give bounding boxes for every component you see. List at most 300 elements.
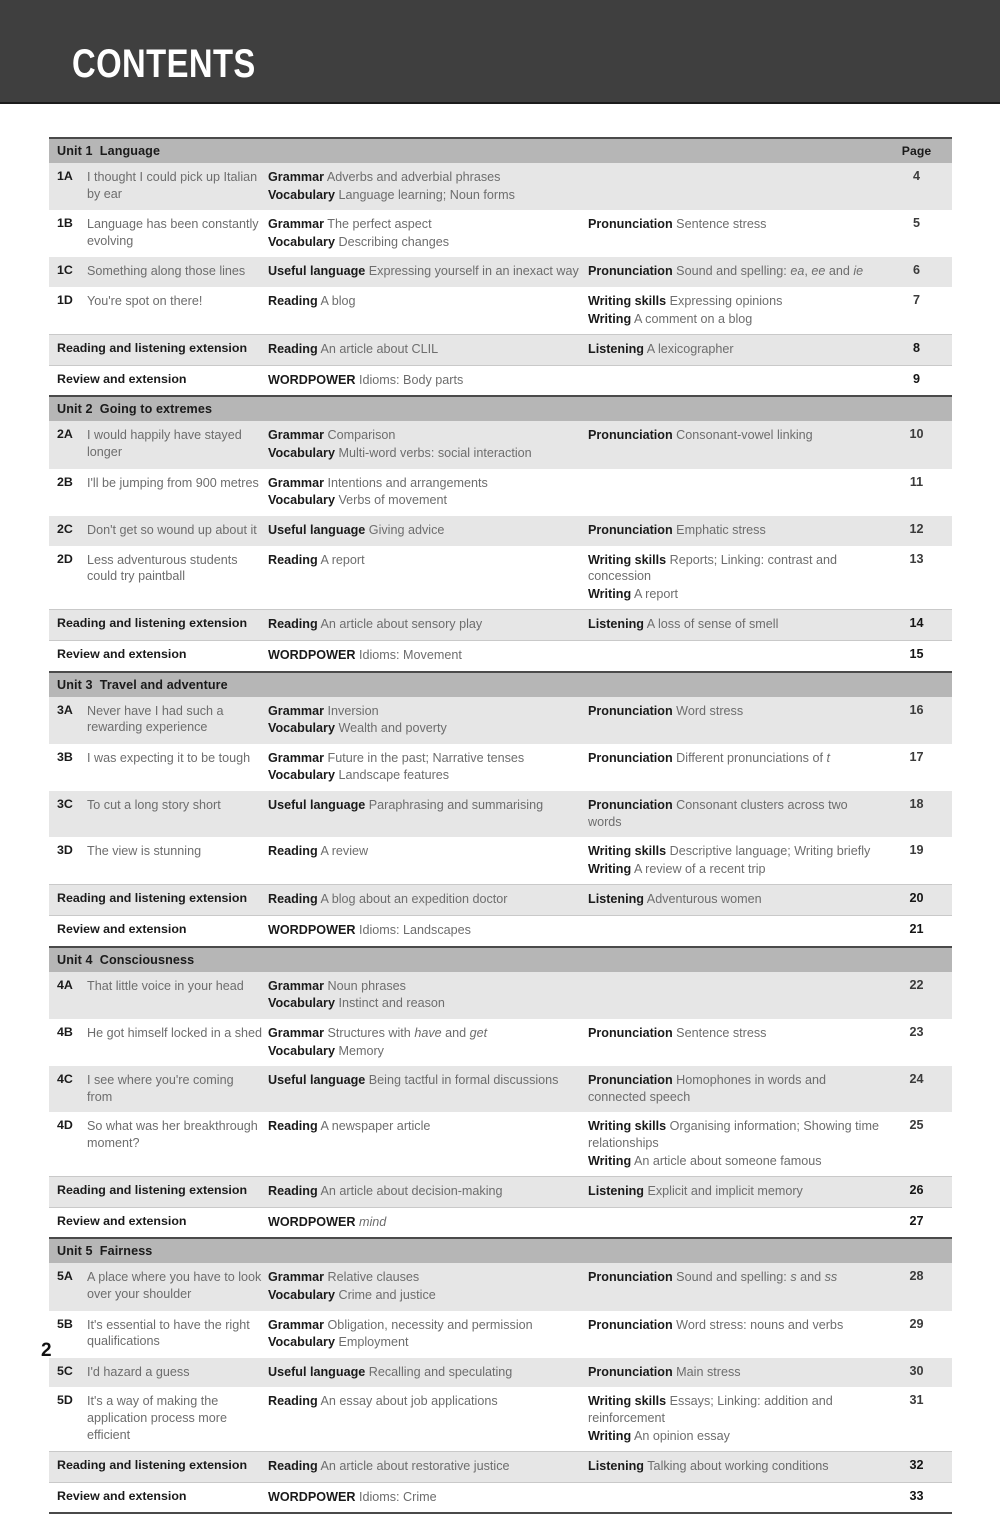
reading-listening-extension-label: Reading and listening extension [57, 891, 248, 906]
skills-entry [588, 1153, 881, 1170]
lesson-row[interactable] [49, 1263, 952, 1310]
syllabus-entry-value: Employment [338, 1335, 409, 1350]
lesson-identity-cell [49, 744, 268, 791]
skills-entry [588, 1072, 881, 1105]
skills-entry-value: Emphatic stress [676, 522, 766, 537]
skills-entry-value: Adventurous women [646, 892, 762, 907]
syllabus-entry-label: Vocabulary [268, 1043, 335, 1058]
reading-listening-extension-row[interactable] [49, 1177, 952, 1208]
skills-entry [588, 1393, 881, 1426]
syllabus-entry-label: Reading [268, 1394, 318, 1409]
lesson-title: I was expecting it to be tough [87, 750, 251, 765]
syllabus-entry-label: Reading [268, 294, 318, 309]
lesson-code: 4B [57, 1024, 73, 1039]
lesson-syllabus-cell [268, 163, 588, 210]
lesson-title: The view is stunning [87, 844, 202, 859]
syllabus-entry-label: Reading [268, 1184, 318, 1199]
lesson-code: 1A [57, 169, 73, 183]
syllabus-entry-label: Grammar [268, 1317, 325, 1332]
syllabus-entry-label: Reading [268, 552, 318, 567]
syllabus-entry [268, 922, 588, 939]
lesson-title: I see where you're coming from [87, 1073, 234, 1104]
syllabus-entry-value: The perfect aspect [327, 217, 432, 232]
syllabus-entry-label: Vocabulary [268, 768, 335, 783]
page-column-header [881, 1238, 952, 1263]
lesson-skills-cell [588, 257, 881, 287]
skills-entry [588, 311, 881, 328]
unit-number: Unit 1 [57, 144, 93, 158]
extension-label-cell [49, 335, 268, 366]
syllabus-entry-value: An article about sensory play [320, 617, 483, 632]
syllabus-entry [268, 1043, 588, 1060]
review-label-cell [49, 916, 268, 947]
syllabus-entry-label: Reading [268, 1119, 318, 1134]
lesson-skills-cell [588, 1112, 881, 1176]
lesson-title: It's a way of making the application process more efficient [87, 1394, 228, 1442]
syllabus-entry [268, 797, 588, 814]
lesson-identity-cell [49, 1358, 268, 1388]
lesson-row[interactable] [49, 1358, 952, 1388]
lesson-code: 5B [57, 1316, 73, 1331]
lesson-row[interactable] [49, 210, 952, 257]
syllabus-entry [268, 427, 588, 444]
lesson-skills-cell [588, 1263, 881, 1310]
skills-entry [588, 703, 881, 720]
syllabus-entry-label: Useful language [268, 264, 366, 279]
syllabus-entry-label: Grammar [268, 1270, 325, 1285]
lesson-syllabus-cell [268, 1066, 588, 1112]
unit-name: Fairness [99, 1244, 153, 1259]
lesson-code: 1D [57, 293, 73, 308]
syllabus-entry [268, 647, 588, 664]
syllabus-entry-value: Instinct and reason [338, 996, 445, 1011]
skills-entry-value: Expressing opinions [669, 294, 783, 309]
lesson-title: I would happily have stayed longer [87, 428, 242, 460]
lesson-skills-cell [588, 744, 881, 791]
syllabus-entry [268, 234, 588, 251]
lesson-skills-cell [588, 163, 881, 210]
syllabus-entry-value: Being tactful in formal discussions [368, 1073, 559, 1088]
syllabus-entry-label: WORDPOWER [268, 647, 356, 662]
lesson-syllabus-cell [268, 1387, 588, 1451]
unit-number: Unit 3 [57, 677, 93, 692]
skills-entry [588, 891, 881, 908]
syllabus-entry-value: Expressing yourself in an inexact way [368, 264, 579, 279]
skills-entry-label: Writing [588, 861, 632, 876]
lesson-skills-cell [588, 287, 881, 335]
lesson-identity-cell [49, 1019, 268, 1066]
unit-header-title [49, 396, 881, 421]
review-extension-label: Review and extension [57, 371, 187, 386]
syllabus-entry-value: Idioms: Landscapes [358, 923, 471, 938]
unit-header-title [49, 138, 881, 163]
syllabus-entry [268, 995, 588, 1012]
skills-entry [588, 522, 881, 539]
page-column-header [881, 947, 952, 972]
syllabus-entry [268, 445, 588, 462]
lesson-title: It's essential to have the right qualifications [87, 1317, 250, 1349]
skills-entry [588, 1317, 881, 1334]
lesson-page-number: 24 [881, 1066, 952, 1112]
review-extension-row[interactable] [49, 1207, 952, 1238]
syllabus-entry-label: Useful language [268, 798, 366, 813]
syllabus-entry [268, 1317, 588, 1334]
skills-entry-value: A comment on a blog [633, 311, 753, 326]
syllabus-entry-label: Reading [268, 892, 318, 907]
lesson-page-number: 29 [881, 1311, 952, 1358]
review-wordpower-cell [268, 640, 588, 671]
skills-entry [588, 843, 881, 860]
unit-number: Unit 4 [57, 952, 93, 967]
skills-entry [588, 1364, 881, 1381]
lesson-skills-cell [588, 1311, 881, 1358]
lesson-row[interactable] [49, 257, 952, 287]
skills-entry-label: Writing [588, 1428, 632, 1443]
syllabus-entry [268, 616, 588, 633]
extension-page-number: 8 [881, 335, 952, 366]
review-extension-label: Review and extension [57, 646, 187, 661]
syllabus-entry-value: Memory [338, 1043, 384, 1058]
lesson-syllabus-cell [268, 837, 588, 885]
syllabus-entry-label: Grammar [268, 703, 325, 718]
lesson-identity-cell [49, 1311, 268, 1358]
review-right-cell [588, 640, 881, 671]
syllabus-entry-value: An article about decision-making [320, 1184, 503, 1199]
syllabus-entry [268, 1118, 588, 1135]
reading-listening-extension-label: Reading and listening extension [57, 341, 248, 356]
skills-entry [588, 1269, 881, 1286]
lesson-row[interactable] [49, 469, 952, 516]
lesson-title: Language has been constantly evolving [87, 217, 259, 248]
syllabus-entry-label: Grammar [268, 1025, 325, 1040]
syllabus-entry-value: Intentions and arrangements [327, 475, 488, 490]
lesson-code: 5A [57, 1269, 73, 1284]
lesson-title: So what was her breakthrough moment? [87, 1119, 258, 1150]
skills-entry-value: Word stress [676, 703, 744, 718]
lesson-syllabus-cell [268, 1112, 588, 1176]
skills-entry-label: Listening [588, 617, 644, 632]
syllabus-entry [268, 1393, 588, 1410]
syllabus-entry [268, 1364, 588, 1381]
syllabus-entry-value: Relative clauses [327, 1270, 420, 1285]
review-label-cell [49, 1207, 268, 1238]
lesson-code: 2A [57, 427, 73, 442]
syllabus-entry-label: Vocabulary [268, 1287, 335, 1302]
skills-entry-label: Pronunciation [588, 1364, 673, 1379]
syllabus-entry [268, 372, 588, 389]
syllabus-entry-value: A blog about an expedition doctor [320, 892, 508, 907]
lesson-identity-cell [49, 210, 268, 257]
skills-entry-value: Reports; Linking: contrast and concession [588, 552, 837, 584]
lesson-row[interactable] [49, 744, 952, 791]
lesson-skills-cell [588, 791, 881, 837]
lesson-identity-cell [49, 791, 268, 837]
lesson-page-number: 13 [881, 546, 952, 610]
review-label-cell [49, 640, 268, 671]
reading-listening-extension-label: Reading and listening extension [57, 616, 248, 631]
lesson-code: 2B [57, 474, 73, 489]
skills-entry-label: Listening [588, 892, 644, 907]
skills-entry-label: Pronunciation [588, 703, 673, 718]
unit-name: Language [99, 144, 161, 158]
syllabus-entry [268, 1269, 588, 1286]
extension-listening-cell [588, 1452, 881, 1483]
syllabus-entry-value: Verbs of movement [338, 493, 447, 508]
lesson-page-number: 12 [881, 516, 952, 546]
lesson-skills-cell [588, 1066, 881, 1112]
reading-listening-extension-row[interactable] [49, 1452, 952, 1483]
skills-entry-label: Listening [588, 342, 644, 357]
lesson-row[interactable] [49, 1019, 952, 1066]
lesson-code: 3C [57, 797, 73, 812]
review-wordpower-cell [268, 365, 588, 396]
review-wordpower-cell [268, 1482, 588, 1513]
lesson-page-number: 17 [881, 744, 952, 791]
syllabus-entry-value: Landscape features [338, 768, 450, 783]
review-label-cell [49, 1482, 268, 1513]
skills-entry [588, 263, 881, 280]
skills-entry-value: Homophones in words and connected speech [588, 1073, 826, 1104]
unit-header-title [49, 1238, 881, 1263]
lesson-code: 3A [57, 702, 73, 717]
unit-header-row [49, 672, 952, 697]
skills-entry-label: Listening [588, 1459, 644, 1474]
lesson-syllabus-cell [268, 516, 588, 546]
review-extension-label: Review and extension [57, 1488, 187, 1503]
unit-number: Unit 5 [57, 1244, 93, 1259]
syllabus-entry-label: WORDPOWER [268, 923, 356, 938]
review-extension-row[interactable] [49, 1482, 952, 1513]
reading-listening-extension-row[interactable] [49, 610, 952, 641]
review-extension-row[interactable] [49, 916, 952, 947]
lesson-skills-cell [588, 469, 881, 516]
review-extension-label: Review and extension [57, 922, 187, 937]
reading-listening-extension-label: Reading and listening extension [57, 1458, 248, 1473]
skills-entry-label: Pronunciation [588, 1073, 673, 1088]
syllabus-entry-value: Inversion [327, 703, 379, 718]
syllabus-entry-label: Reading [268, 1459, 318, 1474]
lesson-code: 2C [57, 521, 73, 536]
review-page-number: 21 [881, 916, 952, 947]
page-column-header: Page [881, 138, 952, 163]
lesson-code: 3D [57, 843, 73, 858]
lesson-page-number: 11 [881, 469, 952, 516]
syllabus-entry-label: Vocabulary [268, 446, 335, 461]
syllabus-entry [268, 522, 588, 539]
reading-listening-extension-row[interactable] [49, 885, 952, 916]
lesson-row[interactable] [49, 972, 952, 1019]
lesson-identity-cell [49, 972, 268, 1019]
lesson-row[interactable] [49, 791, 952, 837]
lesson-syllabus-cell [268, 421, 588, 468]
syllabus-entry-value: mind [358, 1214, 387, 1229]
lesson-row[interactable] [49, 837, 952, 885]
skills-entry-label: Pronunciation [588, 1025, 673, 1040]
lesson-code: 5C [57, 1363, 73, 1378]
lesson-page-number: 25 [881, 1112, 952, 1176]
skills-entry-value: Organising information; Showing time relationships [588, 1119, 879, 1150]
syllabus-entry [268, 475, 588, 492]
skills-entry [588, 1428, 881, 1445]
syllabus-entry [268, 1072, 588, 1089]
lesson-code: 1C [57, 263, 73, 278]
skills-entry-label: Writing [588, 586, 632, 601]
lesson-skills-cell [588, 697, 881, 744]
page-header-band [0, 0, 1000, 104]
syllabus-entry-value: Future in the past; Narrative tenses [327, 750, 525, 765]
lesson-row[interactable] [49, 516, 952, 546]
lesson-title: To cut a long story short [87, 798, 221, 813]
lesson-identity-cell [49, 546, 268, 610]
syllabus-entry [268, 216, 588, 233]
syllabus-entry-label: WORDPOWER [268, 372, 356, 387]
syllabus-entry-label: Vocabulary [268, 234, 335, 249]
lesson-syllabus-cell [268, 1358, 588, 1388]
skills-entry [588, 1458, 881, 1475]
lesson-skills-cell [588, 421, 881, 468]
review-extension-row[interactable] [49, 640, 952, 671]
skills-entry-label: Writing [588, 1153, 632, 1168]
syllabus-entry-value: Structures with have and get [327, 1025, 488, 1040]
review-page-number: 27 [881, 1207, 952, 1238]
lesson-identity-cell [49, 1066, 268, 1112]
extension-reading-cell [268, 1177, 588, 1208]
lesson-title: Less adventurous students could try paintball [87, 552, 238, 584]
syllabus-entry-value: Multi-word verbs: social interaction [338, 446, 532, 461]
syllabus-entry-value: An article about CLIL [320, 342, 439, 357]
lesson-row[interactable] [49, 287, 952, 335]
syllabus-entry [268, 767, 588, 784]
lesson-identity-cell [49, 421, 268, 468]
skills-entry-label: Pronunciation [588, 750, 673, 765]
syllabus-entry-value: Describing changes [338, 234, 450, 249]
skills-entry-label: Writing skills [588, 294, 667, 309]
lesson-row[interactable] [49, 697, 952, 744]
syllabus-entry-value: Wealth and poverty [338, 721, 447, 736]
lesson-skills-cell [588, 1019, 881, 1066]
syllabus-entry [268, 293, 588, 310]
skills-entry-value: Different pronunciations of t [676, 750, 830, 765]
skills-entry-label: Pronunciation [588, 217, 673, 232]
lesson-page-number: 22 [881, 972, 952, 1019]
syllabus-entry-label: Vocabulary [268, 187, 335, 202]
lesson-skills-cell [588, 516, 881, 546]
skills-entry-label: Pronunciation [588, 522, 673, 537]
lesson-row[interactable] [49, 546, 952, 610]
skills-entry-label: Writing skills [588, 1119, 667, 1134]
lesson-page-number: 23 [881, 1019, 952, 1066]
lesson-page-number: 10 [881, 421, 952, 468]
syllabus-entry-value: Adverbs and adverbial phrases [326, 170, 501, 184]
page-title: CONTENTS [72, 42, 256, 86]
lesson-identity-cell [49, 1387, 268, 1451]
lesson-row[interactable] [49, 1387, 952, 1451]
lesson-row[interactable] [49, 163, 952, 210]
skills-entry-label: Pronunciation [588, 798, 673, 813]
extension-listening-cell [588, 610, 881, 641]
syllabus-entry [268, 552, 588, 569]
lesson-page-number: 19 [881, 837, 952, 885]
skills-entry-label: Writing skills [588, 552, 667, 567]
syllabus-entry-value: Idioms: Body parts [358, 372, 464, 387]
extension-page-number: 32 [881, 1452, 952, 1483]
skills-entry [588, 216, 881, 233]
lesson-row[interactable] [49, 1112, 952, 1176]
lesson-title: I'd hazard a guess [87, 1364, 190, 1379]
skills-entry-value: Main stress [676, 1364, 741, 1379]
syllabus-entry-value: Noun phrases [327, 978, 406, 993]
lesson-title: He got himself locked in a shed [87, 1025, 263, 1040]
skills-entry-label: Writing skills [588, 844, 667, 859]
syllabus-entry [268, 492, 588, 509]
lesson-page-number: 28 [881, 1263, 952, 1310]
lesson-title: That little voice in your head [87, 978, 244, 993]
review-label-cell [49, 365, 268, 396]
skills-entry-value: A loss of sense of smell [646, 617, 779, 632]
skills-entry-label: Pronunciation [588, 1317, 673, 1332]
lesson-code: 4A [57, 977, 73, 992]
review-right-cell [588, 365, 881, 396]
lesson-row[interactable] [49, 421, 952, 468]
syllabus-entry-value: Giving advice [368, 522, 445, 537]
extension-label-cell [49, 1452, 268, 1483]
syllabus-entry-value: Recalling and speculating [368, 1364, 513, 1379]
skills-entry [588, 341, 881, 358]
skills-entry-value: Sound and spelling: s and ss [676, 1270, 838, 1285]
skills-entry [588, 1118, 881, 1151]
syllabus-entry [268, 1287, 588, 1304]
lesson-page-number: 31 [881, 1387, 952, 1451]
review-extension-label: Review and extension [57, 1213, 187, 1228]
skills-entry [588, 552, 881, 585]
lesson-title: I'll be jumping from 900 metres [87, 475, 259, 490]
lesson-identity-cell [49, 837, 268, 885]
syllabus-entry [268, 1183, 588, 1200]
review-extension-row[interactable] [49, 365, 952, 396]
skills-entry [588, 750, 881, 767]
skills-entry [588, 427, 881, 444]
unit-header-row [49, 947, 952, 972]
lesson-syllabus-cell [268, 791, 588, 837]
lesson-title: Never have I had such a rewarding experience [87, 703, 224, 735]
lesson-code: 3B [57, 749, 73, 764]
lesson-identity-cell [49, 1112, 268, 1176]
contents-table-body [49, 138, 952, 1514]
contents-table-wrapper [49, 137, 952, 1514]
lesson-page-number: 6 [881, 257, 952, 287]
syllabus-entry-label: Grammar [268, 217, 325, 232]
unit-number: Unit 2 [57, 402, 93, 417]
syllabus-entry-label: Grammar [268, 170, 325, 184]
lesson-row[interactable] [49, 1066, 952, 1112]
lesson-row[interactable] [49, 1311, 952, 1358]
lesson-identity-cell [49, 469, 268, 516]
lesson-syllabus-cell [268, 697, 588, 744]
lesson-identity-cell [49, 257, 268, 287]
reading-listening-extension-row[interactable] [49, 335, 952, 366]
folio-page-number: 2 [41, 1340, 52, 1361]
syllabus-entry-label: Vocabulary [268, 1335, 335, 1350]
syllabus-entry-value: Paraphrasing and summarising [368, 798, 544, 813]
extension-reading-cell [268, 1452, 588, 1483]
skills-entry [588, 797, 881, 830]
skills-entry-value: An article about someone famous [633, 1153, 822, 1168]
syllabus-entry [268, 1025, 588, 1042]
lesson-syllabus-cell [268, 1263, 588, 1310]
lesson-identity-cell [49, 697, 268, 744]
syllabus-entry-value: A newspaper article [320, 1119, 431, 1134]
review-wordpower-cell [268, 916, 588, 947]
